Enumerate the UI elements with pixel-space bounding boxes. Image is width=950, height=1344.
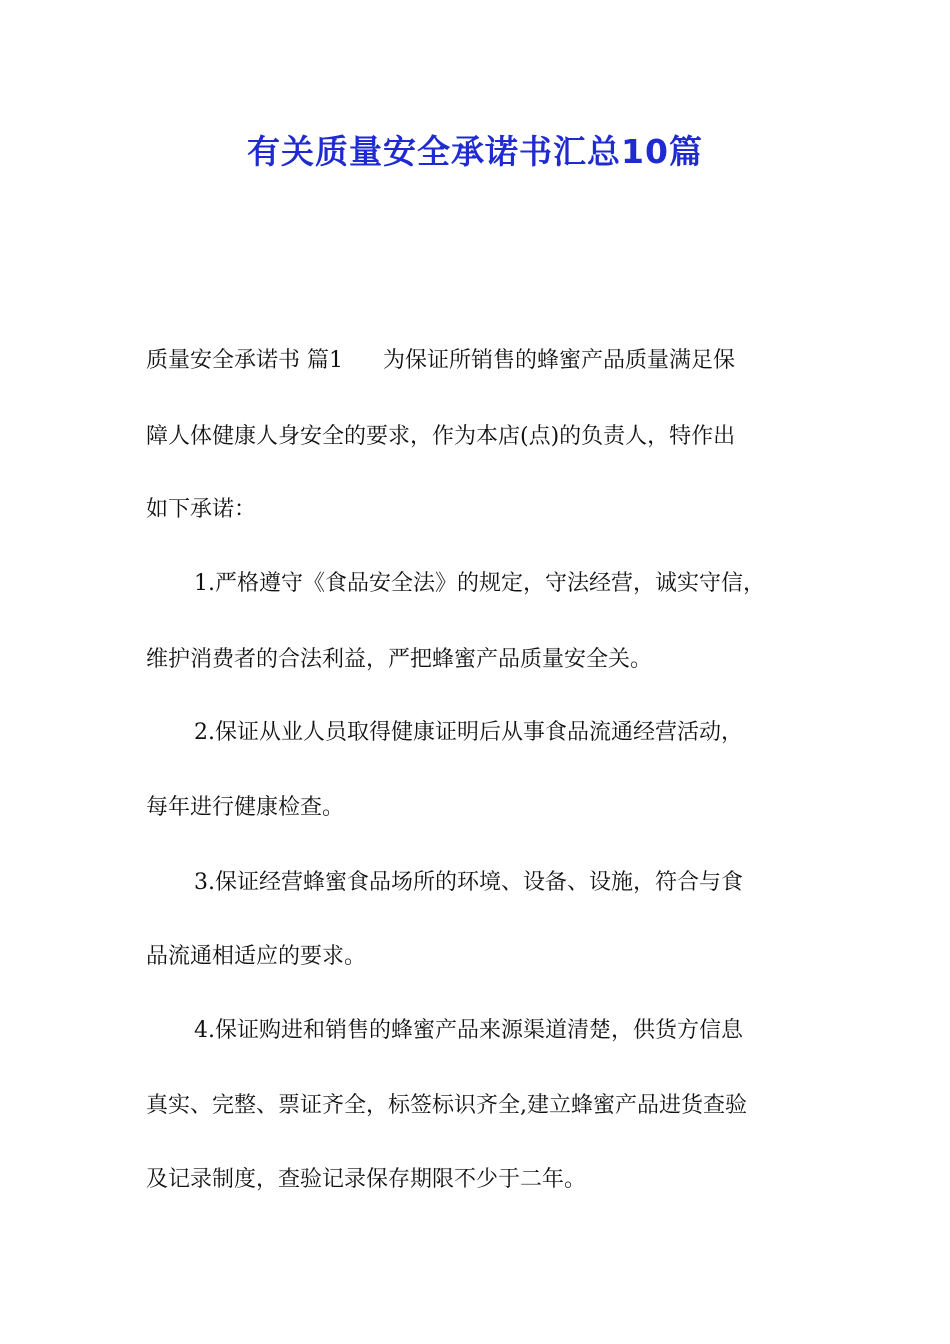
intro-line-1-text: 为保证所销售的蜂蜜产品质量满足保 xyxy=(383,348,736,373)
intro-line-2: 障人体健康人身安全的要求，作为本店(点)的负责人，特作出 xyxy=(146,424,736,449)
intro-line-1 xyxy=(146,346,826,376)
item-2-line-2: 每年进行健康检查。 xyxy=(146,795,345,820)
item-4-line-2: 真实、完整、票证齐全，标签标识齐全,建立蜂蜜产品进货查验 xyxy=(146,1093,747,1118)
section-heading: 质量安全承诺书 篇1 xyxy=(146,348,343,373)
item-1-line-2: 维护消费者的合法利益，严把蜂蜜产品质量安全关。 xyxy=(146,647,653,672)
item-4-line-1: 4.保证购进和销售的蜂蜜产品来源渠道清楚，供货方信息 xyxy=(194,1018,743,1043)
intro-line-3: 如下承诺： xyxy=(146,497,257,522)
item-1-line-1: 1.严格遵守《食品安全法》的规定，守法经营，诚实守信， xyxy=(194,571,765,596)
item-3-line-2: 品流通相适应的要求。 xyxy=(146,944,367,969)
item-3-line-1: 3.保证经营蜂蜜食品场所的环境、设备、设施，符合与食 xyxy=(194,870,743,895)
item-4-line-3: 及记录制度，查验记录保存期限不少于二年。 xyxy=(146,1167,587,1192)
item-2-line-1: 2.保证从业人员取得健康证明后从事食品流通经营活动， xyxy=(194,720,743,745)
document-title: 有关质量安全承诺书汇总10篇 xyxy=(247,132,703,171)
